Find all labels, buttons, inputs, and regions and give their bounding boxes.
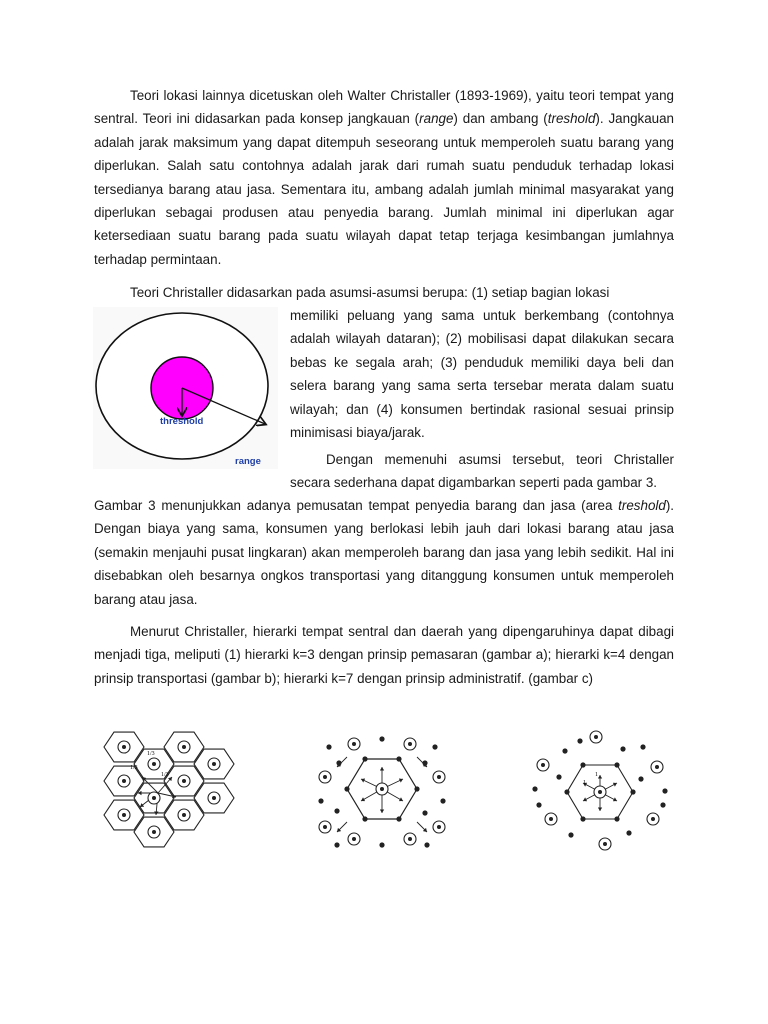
figure-b-dot: [440, 798, 445, 803]
paragraph-3-rest: [94, 494, 674, 611]
figure-b-dot: [362, 756, 367, 761]
figure-b-dot: [396, 816, 401, 821]
figure-a-center-node: [178, 809, 190, 821]
figure-a-center-node: [118, 741, 130, 753]
figure-c-dot: [638, 776, 643, 781]
figure-a-center-node: [118, 809, 130, 821]
figure-c-center-node: [545, 813, 557, 825]
figure-b-dot: [396, 756, 401, 761]
paragraph-3-first: Dengan memenuhi asumsi tersebut, teori Christaller secara sederhana dapat digambarkan seperti pada gambar 3.: [290, 452, 674, 491]
figure-c-dot: [614, 762, 619, 767]
figure-b-dot: [326, 744, 331, 749]
figure-c-dot: [640, 744, 645, 749]
figure-c-dot: [556, 774, 561, 779]
figure-a-k3: [94, 727, 240, 851]
figure-b-dot: [362, 816, 367, 821]
figure-a-center-node: [178, 741, 190, 753]
figure-b-dot: [424, 842, 429, 847]
figure-b-center-node: [433, 771, 445, 783]
figure-c-dot: [614, 816, 619, 821]
figure-b-center-node: [319, 771, 331, 783]
figure-c-dot: [532, 786, 537, 791]
figure-a-center-node: [208, 758, 220, 770]
term-treshold: treshold: [547, 111, 596, 127]
paragraph-3-text-a: Gambar 3 menunjukkan adanya pemusatan tempat penyedia barang dan jasa (area: [94, 498, 619, 513]
paragraph-1-text-a: Teori lokasi lainnya dicetuskan oleh Walter Christaller (1893-1969), yaitu teori tempat yang sentral. Teori ini didasarkan pada konsep jangkauan (: [94, 88, 674, 127]
figure-b-dot: [379, 842, 384, 847]
figure-c-center-node: [590, 731, 602, 743]
figure-c-center-node: [537, 759, 549, 771]
figure-b-center-node: [404, 738, 416, 750]
figure-c-center-node: [599, 838, 611, 850]
figure-b-dot: [379, 736, 384, 741]
figure-c-dot: [662, 788, 667, 793]
figure-b-center-node: [433, 821, 445, 833]
figure-c-dot: [564, 789, 569, 794]
figure-a-center-node: [118, 775, 130, 787]
paragraph-4: Menurut Christaller, hierarki tempat sentral dan daerah yang dipengaruhinya dapat dibagi menjadi tiga, meliputi (1) hierarki k=3 dengan prinsip pemasaran (gambar a); hierarki k=4 dengan prinsip transportasi (gambar b); hierarki k=7 dengan prinsip administratif. (gambar c): [94, 624, 674, 686]
figure-a-center-node: [208, 792, 220, 804]
figure-c-dot: [660, 802, 665, 807]
figure-c-dot: [580, 762, 585, 767]
figure-b-dot: [422, 810, 427, 815]
figure-b-dot: [336, 760, 341, 765]
range-label: range: [235, 456, 261, 467]
figure-c-dot: [626, 830, 631, 835]
paragraph-2-first-line: Teori Christaller didasarkan pada asumsi-asumsi berupa: (1) setiap bagian lokasi: [130, 285, 610, 300]
figure-b-dot: [422, 760, 427, 765]
figure-b-dot: [318, 798, 323, 803]
paragraph-1-text-b: ) dan ambang (: [453, 111, 548, 127]
figure-c-dot: [536, 802, 541, 807]
figure-b-dot: [344, 786, 349, 791]
figure-b-center-node: [319, 821, 331, 833]
figure-a-fraction-3: 1/3: [161, 772, 169, 778]
figure-c-center-node: [651, 761, 663, 773]
paragraph-1-text-c: ). Jangkauan adalah jarak maksimum yang dapat ditempuh seseorang untuk memperoleh suatu barang yang diperlukan. Salah satu contohnya adalah jarak dari rumah suatu penduduk terhadap lokasi tersedianya barang atau jasa. Sementara itu, ambang adalah jumlah minimal masyarakat yang diperlukan sebagai produsen atau penyedia barang. Jumlah minimal ini diperlukan agar ketersediaan suatu barang pada suatu wilayah dapat tetap terjaga kesimbangan jumlahnya terhadap permintaan.: [94, 111, 675, 267]
figure-a-nodes: [118, 741, 220, 838]
figure-b-center-node: [348, 738, 360, 750]
figure-b-k4: [307, 727, 457, 851]
paragraph-2-rest: memiliki peluang yang sama untuk berkembang (contohnya adalah wilayah dataran); (2) mobilisasi dapat dilakukan secara bebas ke segala arah; (3) penduduk memiliki daya beli dan selera barang yang sama serta tersebar merata dalam suatu wilayah; dan (4) konsumen bertindak rasional sesuai prinsip minimisasi biaya/jarak.: [290, 308, 674, 441]
figure-a-center-node: [178, 775, 190, 787]
term-range: range: [419, 111, 454, 127]
threshold-label: threshold: [160, 416, 204, 427]
figure-c-k7: [525, 727, 675, 851]
figure-c-dot: [580, 816, 585, 821]
figure-b-dot: [334, 808, 339, 813]
figure-b-dot: [414, 786, 419, 791]
figure-b-center-node: [376, 783, 388, 795]
paragraph-1: [94, 84, 674, 271]
figure-a-center-node: [148, 758, 160, 770]
figure-a-center-node: [148, 792, 160, 804]
figure-c-dot: [620, 746, 625, 751]
figure-c-center-node: [647, 813, 659, 825]
figure-b-center-node: [348, 833, 360, 845]
figure-c-dot: [577, 738, 582, 743]
figure-b-center-node: [404, 833, 416, 845]
figure-a-center-node: [148, 826, 160, 838]
figure-c-dot: [568, 832, 573, 837]
threshold-range-figure: [93, 307, 278, 469]
figure-c-label-2: 1: [583, 780, 586, 786]
figure-a-fraction-1: 1/3: [147, 751, 155, 757]
term-treshold-2: treshold: [618, 498, 666, 513]
figure-b-dot: [432, 744, 437, 749]
figure-c-dot: [562, 748, 567, 753]
figure-c-label-1: 1: [595, 772, 598, 778]
figure-c-dot: [630, 789, 635, 794]
figure-b-dot: [334, 842, 339, 847]
figure-a-fraction-2: 1/3: [130, 765, 138, 771]
paragraph-3-text-b: ). Dengan biaya yang sama, konsumen yang berlokasi lebih jauh dari lokasi barang atau jasa (semakin menjauhi pusat lingkaran) akan memperoleh barang dan jasa yang lebih sedikit. Hal ini disebabkan oleh besarnya ongkos transportasi yang ditanggung konsumen untuk memperoleh barang atau jasa.: [94, 498, 674, 607]
figure-c-center-node: [594, 786, 606, 798]
